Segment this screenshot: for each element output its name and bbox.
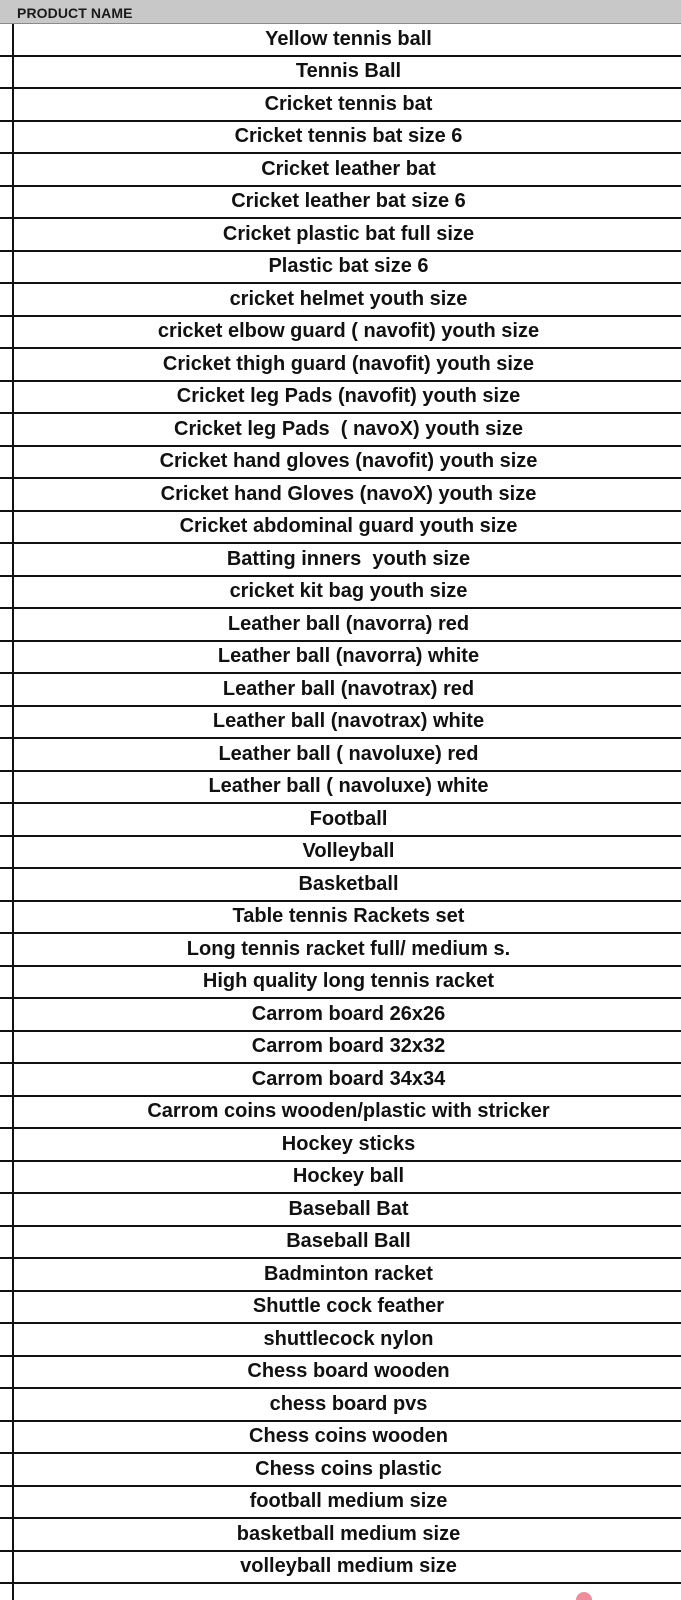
row-gutter-cell — [0, 837, 12, 870]
table-row[interactable] — [14, 837, 681, 870]
product-name-cell: basketball medium size — [236, 1522, 461, 1545]
table-row[interactable] — [14, 999, 681, 1032]
table-row[interactable] — [14, 1129, 681, 1162]
product-name-cell: Carrom board 34x34 — [251, 1067, 446, 1090]
product-name-cell: Chess board wooden — [247, 1360, 450, 1383]
row-gutter-cell — [0, 1227, 12, 1260]
product-name-cell: Leather ball (navorra) white — [217, 645, 480, 668]
product-name-cell: Volleyball — [302, 840, 395, 863]
product-name-cell: Leather ball ( navoluxe) red — [218, 742, 479, 765]
product-name-cell: Cricket leather bat size 6 — [231, 190, 466, 213]
table-row[interactable] — [14, 1032, 681, 1065]
table-row[interactable] — [14, 122, 681, 155]
table-row[interactable] — [14, 739, 681, 772]
row-gutter-cell — [0, 1584, 12, 1600]
table-row[interactable] — [14, 1324, 681, 1357]
row-gutter-cell — [0, 739, 12, 772]
row-gutter-cell — [0, 1032, 12, 1065]
row-gutter-cell — [0, 1357, 12, 1390]
row-gutter-cell — [0, 1194, 12, 1227]
product-name-cell: Carrom coins wooden/plastic with stricker — [147, 1100, 550, 1123]
table-row[interactable] — [14, 577, 681, 610]
table-row[interactable] — [14, 642, 681, 675]
product-name-cell: Carrom board 32x32 — [251, 1035, 446, 1058]
row-gutter-cell — [0, 1162, 12, 1195]
product-name-cell: Hockey sticks — [281, 1132, 416, 1155]
product-name-cell: Yellow tennis ball — [265, 27, 432, 50]
table-row[interactable] — [14, 934, 681, 967]
table-row[interactable] — [14, 1389, 681, 1422]
table-row[interactable] — [14, 609, 681, 642]
product-name-cell: Leather ball (navotrax) red — [222, 677, 475, 700]
row-gutter-cell — [0, 479, 12, 512]
table-row[interactable] — [14, 772, 681, 805]
product-name-cell: Table tennis Rackets set — [232, 905, 465, 928]
product-name-cell: Leather ball (navorra) red — [227, 612, 470, 635]
row-gutter-cell — [0, 1259, 12, 1292]
table-row[interactable] — [14, 57, 681, 90]
product-name-cell: Chess coins wooden — [249, 1425, 448, 1448]
row-gutter-cell — [0, 57, 12, 90]
table-row[interactable] — [14, 1259, 681, 1292]
product-name-cell: Shuttle cock feather — [252, 1295, 445, 1318]
product-name-cell: cricket kit bag youth size — [229, 580, 468, 603]
table-row[interactable] — [14, 1487, 681, 1520]
product-name-cell: Cricket hand gloves (navofit) youth size — [159, 450, 538, 473]
table-row[interactable] — [14, 967, 681, 1000]
product-name-cell: Cricket hand Gloves (navoX) youth size — [160, 482, 537, 505]
row-gutter-cell — [0, 122, 12, 155]
table-row[interactable] — [14, 1519, 681, 1552]
product-list — [12, 24, 681, 1600]
product-name-cell: Tennis Ball — [295, 60, 402, 83]
table-row[interactable] — [14, 447, 681, 480]
table-row[interactable] — [14, 1162, 681, 1195]
table-row[interactable] — [14, 89, 681, 122]
row-gutter-cell — [0, 512, 12, 545]
product-name-cell: Leather ball (navotrax) white — [212, 710, 485, 733]
table-row[interactable] — [14, 187, 681, 220]
product-name-cell: High quality long tennis racket — [202, 970, 495, 993]
table-row[interactable] — [14, 479, 681, 512]
table-row[interactable] — [14, 1227, 681, 1260]
product-name-cell: cricket elbow guard ( navofit) youth size — [157, 320, 540, 343]
product-name-cell: shuttlecock nylon — [263, 1327, 434, 1350]
table-row[interactable] — [14, 512, 681, 545]
row-number-gutter — [0, 24, 12, 1600]
product-name-cell: Cricket tennis bat size 6 — [234, 125, 463, 148]
row-gutter-cell — [0, 1324, 12, 1357]
column-header[interactable] — [0, 0, 681, 24]
table-row[interactable] — [14, 317, 681, 350]
row-gutter-cell — [0, 1422, 12, 1455]
table-row[interactable] — [14, 1552, 681, 1585]
product-name-cell: volleyball medium size — [240, 1555, 457, 1578]
row-gutter-cell — [0, 1552, 12, 1585]
table-row[interactable] — [14, 284, 681, 317]
row-gutter-cell — [0, 642, 12, 675]
product-name-cell: Leather ball ( navoluxe) white — [208, 775, 489, 798]
product-name-cell: football medium size — [249, 1490, 448, 1513]
row-gutter-cell — [0, 1454, 12, 1487]
table-row[interactable] — [14, 1064, 681, 1097]
row-gutter-cell — [0, 154, 12, 187]
table-row[interactable] — [14, 869, 681, 902]
product-name-cell: Hockey ball — [292, 1165, 405, 1188]
row-gutter-cell — [0, 967, 12, 1000]
table-row[interactable] — [14, 1454, 681, 1487]
product-name-cell: Cricket plastic bat full size — [222, 222, 475, 245]
table-row[interactable] — [14, 24, 681, 57]
row-gutter-cell — [0, 674, 12, 707]
product-name-cell: Baseball Bat — [288, 1197, 409, 1220]
table-row[interactable] — [14, 1292, 681, 1325]
product-name-cell: Basketball — [298, 872, 399, 895]
table-row[interactable] — [14, 707, 681, 740]
product-name-cell: cricket helmet youth size — [229, 287, 468, 310]
table-row[interactable] — [14, 252, 681, 285]
row-gutter-cell — [0, 1519, 12, 1552]
product-name-cell: Cricket leather bat — [261, 157, 436, 180]
row-gutter-cell — [0, 1097, 12, 1130]
table-row[interactable] — [14, 219, 681, 252]
row-gutter-cell — [0, 1487, 12, 1520]
row-gutter-cell — [0, 772, 12, 805]
column-header-label: PRODUCT NAME — [17, 5, 133, 21]
row-gutter-cell — [0, 804, 12, 837]
table-row[interactable] — [14, 674, 681, 707]
row-gutter-cell — [0, 219, 12, 252]
row-gutter-cell — [0, 544, 12, 577]
table-row[interactable] — [14, 414, 681, 447]
table-row[interactable] — [14, 544, 681, 577]
row-gutter-cell — [0, 447, 12, 480]
table-row[interactable] — [14, 349, 681, 382]
row-gutter-cell — [0, 89, 12, 122]
row-gutter-cell — [0, 869, 12, 902]
table-row[interactable] — [14, 1422, 681, 1455]
product-name-cell: Cricket abdominal guard youth size — [179, 515, 518, 538]
product-name-cell: Cricket leg Pads ( navoX) youth size — [174, 417, 523, 440]
row-gutter-cell — [0, 1064, 12, 1097]
row-gutter-cell — [0, 1389, 12, 1422]
product-name-cell: Cricket tennis bat — [264, 92, 433, 115]
row-gutter-cell — [0, 382, 12, 415]
table-row[interactable] — [14, 154, 681, 187]
row-gutter-cell — [0, 284, 12, 317]
row-gutter-cell — [0, 187, 12, 220]
product-name-cell: Long tennis racket full/ medium s. — [186, 937, 511, 960]
product-name-cell: Plastic bat size 6 — [268, 255, 429, 278]
product-name-cell: Batting inners youth size — [226, 547, 471, 570]
row-gutter-cell — [0, 24, 12, 57]
product-name-cell: Badminton racket — [264, 1262, 433, 1285]
row-gutter-cell — [0, 934, 12, 967]
row-gutter-cell — [0, 1292, 12, 1325]
table-row[interactable] — [14, 902, 681, 935]
product-name-cell: Cricket thigh guard (navofit) youth size — [162, 352, 535, 375]
row-gutter-cell — [0, 414, 12, 447]
table-row[interactable] — [14, 804, 681, 837]
product-name-cell: Cricket leg Pads (navofit) youth size — [176, 385, 521, 408]
row-gutter-cell — [0, 609, 12, 642]
row-gutter-cell — [0, 902, 12, 935]
row-gutter-cell — [0, 707, 12, 740]
row-gutter-cell — [0, 577, 12, 610]
product-name-cell: Chess coins plastic — [255, 1457, 442, 1480]
row-gutter-cell — [0, 999, 12, 1032]
table-row[interactable] — [14, 1194, 681, 1227]
table-row[interactable] — [14, 1097, 681, 1130]
table-row[interactable] — [14, 382, 681, 415]
product-name-cell: Baseball Ball — [286, 1230, 411, 1253]
row-gutter-cell — [0, 252, 12, 285]
product-name-cell: Football — [309, 807, 388, 830]
product-name-cell: chess board pvs — [269, 1392, 428, 1415]
row-gutter-cell — [0, 349, 12, 382]
table-row[interactable] — [14, 1357, 681, 1390]
row-gutter-cell — [0, 317, 12, 350]
product-name-cell: Carrom board 26x26 — [251, 1002, 446, 1025]
row-gutter-cell — [0, 1129, 12, 1162]
